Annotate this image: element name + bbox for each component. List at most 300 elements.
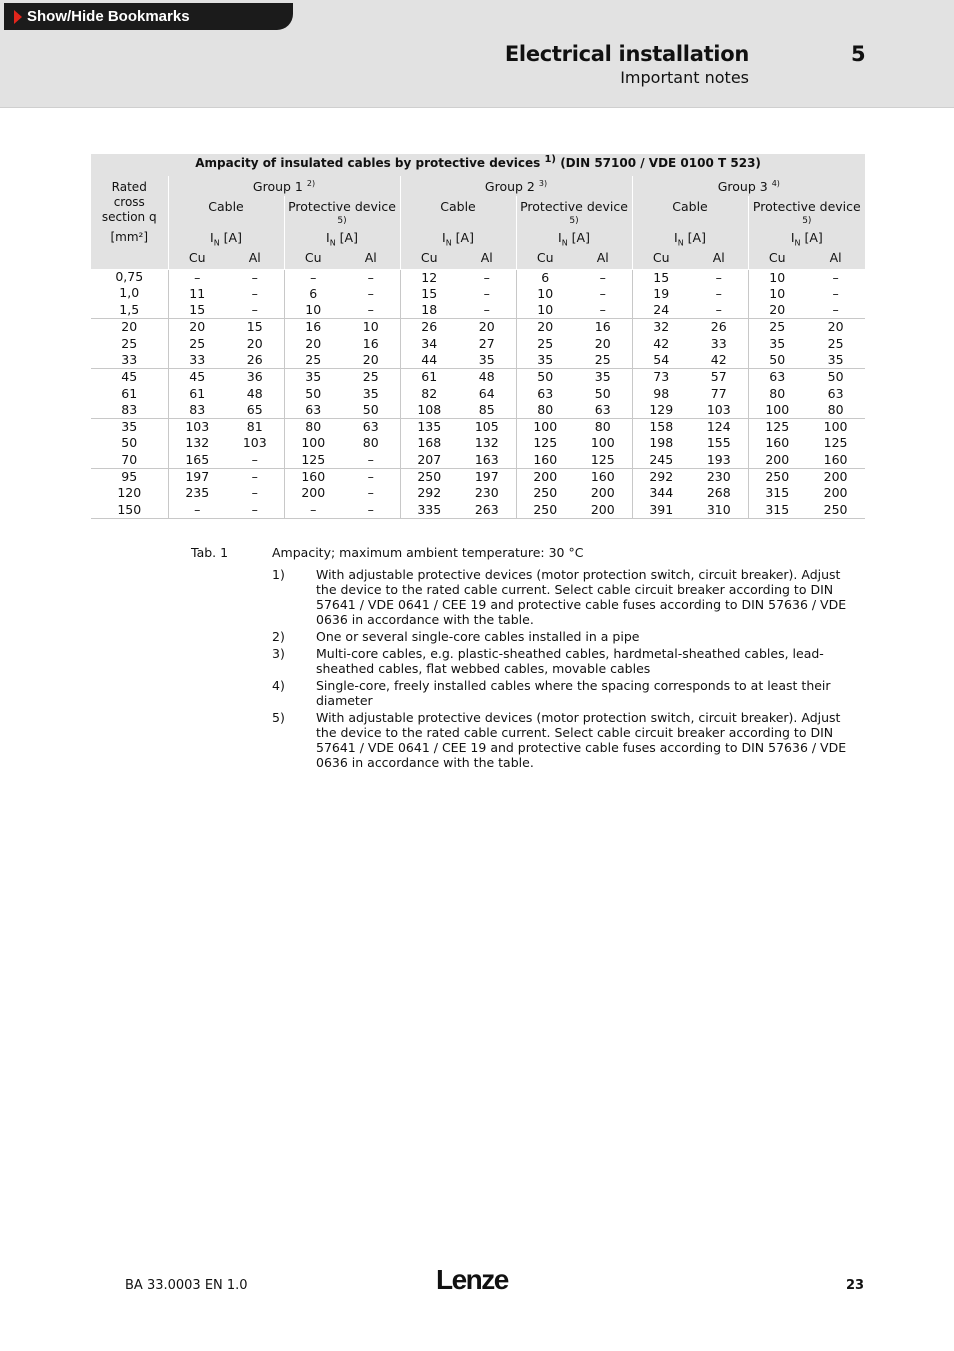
ampacity-value: 100 <box>533 419 558 435</box>
cu-header: Cu <box>748 250 806 269</box>
footer-page-number: 23 <box>846 1278 865 1293</box>
table-row <box>91 269 865 319</box>
ampacity-value: 315 <box>765 485 790 501</box>
ampacity-value: – <box>483 302 490 318</box>
protective-device-header <box>284 196 400 230</box>
footnote-text: One or several single-core cables installed in a pipe <box>316 629 640 644</box>
footnote-number: 5) <box>272 710 285 725</box>
device-sup: 5) <box>569 216 579 226</box>
ampacity-cell <box>806 369 865 419</box>
ampacity-value: – <box>251 451 258 467</box>
ampacity-value: 44 <box>421 351 438 367</box>
ampacity-value: 63 <box>305 401 322 417</box>
ampacity-cell <box>632 269 690 319</box>
ampacity-value: 20 <box>189 319 206 335</box>
ampacity-value: 10 <box>537 285 554 301</box>
footnote <box>272 678 857 708</box>
ampacity-value: 65 <box>246 401 263 417</box>
ampacity-value: 250 <box>533 485 558 501</box>
cross-section-cell <box>91 319 168 369</box>
rated-label-line: [mm²] <box>110 230 149 244</box>
ampacity-value: 63 <box>769 369 786 385</box>
ampacity-value: 57 <box>710 369 727 385</box>
ampacity-cell <box>284 269 342 319</box>
ampacity-cell <box>284 319 342 369</box>
group-sup: 2) <box>306 179 316 188</box>
ampacity-value: 155 <box>706 435 731 451</box>
cable-label: Cable <box>208 199 244 214</box>
table-row <box>91 319 865 369</box>
ampacity-value: 168 <box>417 435 442 451</box>
cu-header: Cu <box>284 250 342 269</box>
group-label: Group 1 <box>252 179 303 195</box>
ampacity-cell <box>748 369 806 419</box>
group-2-header <box>400 176 632 196</box>
group-label: Group 2 <box>484 179 535 195</box>
ampacity-cell <box>168 319 226 369</box>
ampacity-value: 20 <box>478 319 495 335</box>
ampacity-value: 42 <box>653 335 670 351</box>
cross-section-value: 33 <box>121 351 138 367</box>
ampacity-value: 200 <box>590 485 615 501</box>
ampacity-value: 103 <box>706 401 731 417</box>
ampacity-value: 100 <box>823 419 848 435</box>
ampacity-value: 10 <box>769 285 786 301</box>
ampacity-value: 83 <box>189 401 206 417</box>
device-label: Protective device <box>752 199 861 214</box>
group-label: Group 3 <box>717 179 768 195</box>
ampacity-value: 42 <box>710 351 727 367</box>
device-label: Protective device <box>288 199 396 214</box>
ampacity-cell <box>342 419 400 469</box>
ampacity-value: 20 <box>246 335 263 351</box>
cross-section-value: 1,5 <box>119 301 140 317</box>
ampacity-value: 25 <box>827 335 844 351</box>
ampacity-value: 100 <box>590 435 615 451</box>
ampacity-value: 81 <box>246 419 263 435</box>
ampacity-cell <box>748 269 806 319</box>
ampacity-value: 160 <box>590 469 615 485</box>
ampacity-value: – <box>251 302 258 318</box>
ampacity-value: 80 <box>362 435 379 451</box>
ampacity-cell <box>342 369 400 419</box>
ampacity-value: 10 <box>305 302 322 318</box>
cross-section-value: 95 <box>121 469 138 485</box>
protective-device-header <box>748 196 865 230</box>
ampacity-cell <box>342 269 400 319</box>
ampacity-value: 124 <box>706 419 731 435</box>
lenze-logo: Lenze <box>436 1264 508 1295</box>
table-row <box>91 469 865 519</box>
cu-header: Cu <box>400 250 458 269</box>
ampacity-cell <box>400 369 458 419</box>
ampacity-cell <box>574 269 632 319</box>
ampacity-value: 315 <box>765 501 790 517</box>
ampacity-value: 63 <box>827 385 844 401</box>
ampacity-table <box>91 154 865 519</box>
footnote <box>272 710 857 770</box>
ampacity-value: 25 <box>189 335 206 351</box>
in-unit-header <box>516 230 632 250</box>
cross-section-value: 61 <box>121 385 138 401</box>
cable-label: Cable <box>672 199 708 214</box>
rated-cross-section-header <box>91 176 168 269</box>
ampacity-value: 27 <box>478 335 495 351</box>
table-row <box>91 369 865 419</box>
ampacity-cell <box>806 419 865 469</box>
cross-section-value: 20 <box>121 319 138 335</box>
group-1-header <box>168 176 400 196</box>
ampacity-value: 197 <box>474 469 499 485</box>
ampacity-cell <box>284 469 342 519</box>
ampacity-cell <box>632 319 690 369</box>
ampacity-cell <box>748 419 806 469</box>
ampacity-value: 33 <box>710 335 727 351</box>
footnote-text: Single-core, freely installed cables where the spacing corresponds to at least their diameter <box>316 678 831 708</box>
ampacity-value: 6 <box>541 269 550 285</box>
footnote-text: With adjustable protective devices (motor protection switch, circuit breaker). Adjust the device to the rated cable current. Select cable circuit breaker according to DIN 57641 / VDE 0641 / CEE 19 and protective cable fuses according to DIN 57636 / VDE 0636 in accordance with the table. <box>316 710 847 770</box>
ampacity-cell <box>226 469 284 519</box>
ampacity-value: 16 <box>362 335 379 351</box>
ampacity-value: 98 <box>653 385 670 401</box>
ampacity-value: 61 <box>189 385 206 401</box>
al-header: Al <box>574 250 632 269</box>
ampacity-value: 344 <box>649 485 674 501</box>
ampacity-value: – <box>715 302 722 318</box>
ampacity-value: 26 <box>421 319 438 335</box>
ampacity-value: – <box>251 485 258 501</box>
ampacity-cell <box>226 419 284 469</box>
ampacity-value: – <box>367 302 374 318</box>
ampacity-value: – <box>599 269 606 285</box>
ampacity-value: 160 <box>533 451 558 467</box>
cross-section-value: 0,75 <box>115 269 144 284</box>
ampacity-value: – <box>194 269 201 285</box>
in-unit: [A] <box>804 230 823 245</box>
ampacity-cell <box>516 319 574 369</box>
ampacity-value: 200 <box>533 469 558 485</box>
ampacity-cell <box>574 469 632 519</box>
ampacity-value: 36 <box>246 369 263 385</box>
ampacity-value: 230 <box>706 469 731 485</box>
ampacity-value: 16 <box>305 319 322 335</box>
in-unit-header <box>168 230 284 250</box>
ampacity-value: 108 <box>417 401 442 417</box>
ampacity-cell <box>516 469 574 519</box>
group-3-header <box>632 176 865 196</box>
ampacity-cell <box>574 419 632 469</box>
ampacity-value: 20 <box>537 319 554 335</box>
ampacity-value: 50 <box>827 369 844 385</box>
ampacity-value: 200 <box>823 485 848 501</box>
ampacity-value: – <box>367 285 374 301</box>
ampacity-value: 105 <box>474 419 499 435</box>
al-header: Al <box>806 250 865 269</box>
in-subscript: N <box>677 238 684 248</box>
ampacity-value: 48 <box>246 385 263 401</box>
ampacity-value: 125 <box>301 451 326 467</box>
ampacity-value: 18 <box>421 302 438 318</box>
in-subscript: N <box>445 238 452 248</box>
in-unit: [A] <box>455 230 474 245</box>
footnote-text: With adjustable protective devices (motor protection switch, circuit breaker). Adjust the device to the rated cable current. Select cable circuit breaker according to DIN 57641 / VDE 0641 / CEE 19 and protective cable fuses according to DIN 57636 / VDE 0636 in accordance with the table. <box>316 567 847 627</box>
rated-label-line: section q <box>101 210 157 224</box>
ampacity-value: 80 <box>537 401 554 417</box>
in-symbol: I <box>674 230 678 245</box>
ampacity-cell <box>458 269 516 319</box>
ampacity-value: 15 <box>421 285 438 301</box>
header-band <box>0 0 954 108</box>
ampacity-cell <box>690 269 748 319</box>
ampacity-value: 50 <box>305 385 322 401</box>
ampacity-value: 15 <box>246 319 263 335</box>
ampacity-cell <box>458 469 516 519</box>
device-sup: 5) <box>802 216 812 226</box>
ampacity-value: 10 <box>362 319 379 335</box>
table-title-tail: (DIN 57100 / VDE 0100 T 523) <box>560 156 761 170</box>
ampacity-value: 132 <box>474 435 499 451</box>
ampacity-value: 250 <box>765 469 790 485</box>
ampacity-value: – <box>251 501 258 517</box>
footnote-text: Multi-core cables, e.g. plastic-sheathed cables, hardmetal-sheathed cables, lead-sheathed cables, flat webbed cables, movable cables <box>316 646 824 676</box>
cu-header: Cu <box>516 250 574 269</box>
footnote <box>272 629 857 644</box>
ampacity-value: 32 <box>653 319 670 335</box>
footnote-number: 2) <box>272 629 285 644</box>
ampacity-value: 207 <box>417 451 442 467</box>
cable-header <box>632 196 748 230</box>
ampacity-value: 200 <box>823 469 848 485</box>
ampacity-value: 20 <box>769 302 786 318</box>
ampacity-value: 160 <box>765 435 790 451</box>
ampacity-value: 64 <box>478 385 495 401</box>
cross-section-value: 120 <box>117 485 142 501</box>
device-label: Protective device <box>520 199 628 214</box>
ampacity-cell <box>168 369 226 419</box>
ampacity-value: 335 <box>417 501 442 517</box>
in-unit-header <box>632 230 748 250</box>
ampacity-value: 268 <box>706 485 731 501</box>
cross-section-cell <box>91 369 168 419</box>
ampacity-cell <box>168 469 226 519</box>
ampacity-value: 35 <box>305 369 322 385</box>
ampacity-value: 63 <box>362 419 379 435</box>
ampacity-value: 100 <box>301 435 326 451</box>
group-sup: 4) <box>771 179 780 188</box>
ampacity-cell <box>690 319 748 369</box>
footnote-number: 3) <box>272 646 285 661</box>
ampacity-cell <box>690 419 748 469</box>
ampacity-cell <box>690 469 748 519</box>
ampacity-value: 20 <box>594 335 611 351</box>
ampacity-value: 103 <box>242 435 267 451</box>
ampacity-value: 250 <box>533 501 558 517</box>
ampacity-value: 12 <box>421 269 438 285</box>
ampacity-value: 10 <box>769 269 786 285</box>
ampacity-cell <box>284 419 342 469</box>
cable-header <box>400 196 516 230</box>
ampacity-value: 292 <box>649 469 674 485</box>
cross-section-value: 70 <box>121 451 138 467</box>
ampacity-value: 63 <box>537 385 554 401</box>
ampacity-cell <box>168 419 226 469</box>
ampacity-value: 200 <box>301 485 326 501</box>
rated-label-line: cross <box>113 195 145 209</box>
ampacity-value: 125 <box>590 451 615 467</box>
ampacity-value: 103 <box>185 419 210 435</box>
al-header: Al <box>458 250 516 269</box>
ampacity-cell <box>168 269 226 319</box>
ampacity-cell <box>226 369 284 419</box>
ampacity-value: – <box>599 302 606 318</box>
cross-section-value: 83 <box>121 401 138 417</box>
ampacity-cell <box>806 319 865 369</box>
ampacity-value: 193 <box>706 451 731 467</box>
ampacity-value: 35 <box>362 385 379 401</box>
ampacity-value: 25 <box>537 335 554 351</box>
ampacity-value: 54 <box>653 351 670 367</box>
ampacity-value: 20 <box>827 319 844 335</box>
ampacity-value: 310 <box>706 501 731 517</box>
ampacity-cell <box>690 369 748 419</box>
ampacity-value: 163 <box>474 451 499 467</box>
ampacity-value: 26 <box>710 319 727 335</box>
ampacity-value: 125 <box>823 435 848 451</box>
ampacity-value: – <box>367 501 374 517</box>
cross-section-value: 45 <box>121 369 138 385</box>
ampacity-value: 10 <box>537 302 554 318</box>
ampacity-cell <box>400 469 458 519</box>
ampacity-value: 77 <box>710 385 727 401</box>
ampacity-cell <box>226 269 284 319</box>
ampacity-value: 35 <box>478 351 495 367</box>
ampacity-value: 15 <box>653 269 670 285</box>
ampacity-cell <box>516 369 574 419</box>
ampacity-value: – <box>251 469 258 485</box>
ampacity-value: – <box>310 269 317 285</box>
ampacity-value: 85 <box>478 401 495 417</box>
in-unit: [A] <box>223 230 242 245</box>
ampacity-value: 6 <box>309 285 318 301</box>
cross-section-value: 150 <box>117 501 142 517</box>
ampacity-value: – <box>832 269 839 285</box>
cross-section-cell <box>91 269 168 319</box>
ampacity-value: 50 <box>362 401 379 417</box>
footnote-number: 1) <box>272 567 285 582</box>
ampacity-cell <box>574 319 632 369</box>
in-unit-header <box>400 230 516 250</box>
ampacity-cell <box>458 319 516 369</box>
ampacity-value: 61 <box>421 369 438 385</box>
ampacity-value: 63 <box>594 401 611 417</box>
in-symbol: I <box>790 230 795 245</box>
triangle-right-icon <box>14 10 22 24</box>
ampacity-value: 50 <box>769 351 786 367</box>
ampacity-cell <box>632 419 690 469</box>
ampacity-value: 19 <box>653 285 670 301</box>
ampacity-value: 250 <box>823 501 848 517</box>
cable-header <box>168 196 284 230</box>
table-title <box>91 154 865 176</box>
ampacity-value: 80 <box>827 401 844 417</box>
ampacity-value: 292 <box>417 485 442 501</box>
cable-label: Cable <box>440 199 476 214</box>
device-sup: 5) <box>337 216 347 226</box>
ampacity-value: 35 <box>827 351 844 367</box>
in-unit: [A] <box>339 230 358 245</box>
table-caption-label: Tab. 1 <box>191 545 229 560</box>
in-symbol: I <box>210 230 214 245</box>
ampacity-value: 26 <box>246 351 263 367</box>
al-header: Al <box>342 250 400 269</box>
ampacity-value: 197 <box>185 469 210 485</box>
ampacity-value: 160 <box>823 451 848 467</box>
ampacity-value: 230 <box>474 485 499 501</box>
ampacity-value: 165 <box>185 451 210 467</box>
show-hide-bookmarks-button[interactable] <box>4 3 293 30</box>
ampacity-value: 235 <box>185 485 210 501</box>
ampacity-value: – <box>715 285 722 301</box>
ampacity-value: 80 <box>769 385 786 401</box>
ampacity-cell <box>632 369 690 419</box>
ampacity-value: 391 <box>649 501 674 517</box>
ampacity-value: 129 <box>649 401 674 417</box>
in-symbol: I <box>326 230 330 245</box>
ampacity-cell <box>516 269 574 319</box>
ampacity-cell <box>458 419 516 469</box>
ampacity-value: – <box>483 285 490 301</box>
ampacity-value: – <box>715 269 722 285</box>
cross-section-cell <box>91 469 168 519</box>
ampacity-value: 160 <box>301 469 326 485</box>
ampacity-cell <box>748 319 806 369</box>
ampacity-cell <box>806 269 865 319</box>
ampacity-table-wrapper <box>91 154 865 519</box>
ampacity-value: – <box>367 485 374 501</box>
in-subscript: N <box>794 238 801 248</box>
ampacity-value: – <box>310 501 317 517</box>
ampacity-cell <box>342 469 400 519</box>
ampacity-value: – <box>367 469 374 485</box>
ampacity-value: – <box>251 269 258 285</box>
in-subscript: N <box>213 238 220 248</box>
ampacity-value: 250 <box>417 469 442 485</box>
ampacity-cell <box>574 369 632 419</box>
ampacity-value: – <box>599 285 606 301</box>
ampacity-value: – <box>367 451 374 467</box>
ampacity-cell <box>284 369 342 419</box>
section-title: Important notes <box>620 68 749 87</box>
table-caption-text: Ampacity; maximum ambient temperature: 30 °C <box>272 545 584 560</box>
ampacity-value: 135 <box>417 419 442 435</box>
protective-device-header <box>516 196 632 230</box>
ampacity-value: 50 <box>537 369 554 385</box>
cross-section-value: 1,0 <box>119 285 140 301</box>
ampacity-value: 125 <box>533 435 558 451</box>
ampacity-cell <box>226 319 284 369</box>
ampacity-value: 132 <box>185 435 210 451</box>
ampacity-value: – <box>194 501 201 517</box>
cu-header: Cu <box>168 250 226 269</box>
ampacity-cell <box>748 469 806 519</box>
ampacity-cell <box>632 469 690 519</box>
in-unit: [A] <box>571 230 590 245</box>
table-title-sup: 1) <box>544 154 556 165</box>
ampacity-value: 20 <box>305 335 322 351</box>
cross-section-value: 50 <box>121 435 138 451</box>
footnote-number: 4) <box>272 678 285 693</box>
in-unit-header <box>748 230 865 250</box>
